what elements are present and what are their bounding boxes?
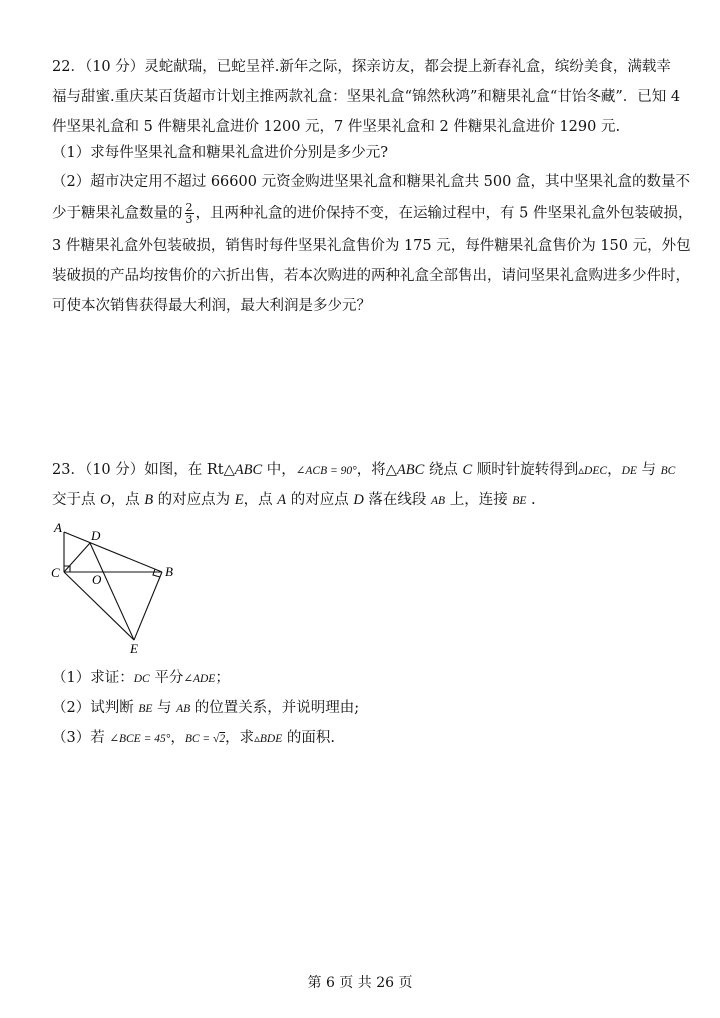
q23-text: 落在线段: [363, 492, 432, 508]
q23-text: ，将△: [356, 462, 397, 478]
q23-part-1: [52, 668, 230, 689]
point-e: E: [234, 492, 244, 508]
segment-ab: AB: [176, 703, 191, 715]
triangle-dec: ▵DEC: [578, 465, 608, 477]
fraction-denominator: 3: [185, 213, 193, 226]
q23-text: 23．（10 分）如图，在 Rt△: [52, 462, 235, 478]
label-a: A: [54, 520, 62, 535]
q23-text: 的面积.: [282, 730, 335, 746]
q23-text: （3）若: [52, 730, 110, 746]
label-o: O: [92, 572, 102, 587]
q23-text: ，: [607, 462, 622, 478]
q23-text: 绕点: [424, 462, 463, 478]
q22-part-2-line-1: （2）超市决定用不超过 66600 元资金购进坚果礼盒和糖果礼盒共 500 盒，其中坚果礼盒的数量不: [52, 174, 690, 190]
q23-text: 中，: [262, 462, 296, 478]
q23-part-2: [52, 698, 359, 719]
q23-text: ，点: [110, 492, 145, 508]
q23-text: 交于点: [52, 492, 101, 508]
q23-text: .: [526, 492, 536, 508]
q23-text: 顺时针旋转得到: [472, 462, 579, 478]
q22-line-3: 件坚果礼盒和 5 件糖果礼盒进价 1200 元，7 件坚果礼盒和 2 件糖果礼盒进价 1290 元.: [52, 119, 621, 135]
q23-text: （2）试判断: [52, 700, 139, 716]
q22-part-2-line-3: 3 件糖果礼盒外包装破损，销售时每件坚果礼盒售价为 175 元，每件糖果礼盒售价为 150 元，外包: [52, 238, 691, 254]
q22-part-2-line-2: [52, 202, 692, 225]
label-e: E: [130, 641, 138, 656]
point-b: B: [144, 492, 154, 508]
triangle-bde: ▵BDE: [254, 733, 283, 745]
bc-length: BC = √: [184, 733, 220, 745]
q23-text: 的位置关系，并说明理由;: [190, 700, 360, 716]
segment-ab: [64, 532, 162, 572]
segment-cd: [64, 543, 90, 572]
point-d: D: [353, 492, 364, 508]
point-c: C: [462, 462, 473, 478]
point-a: A: [277, 492, 287, 508]
q23-text: 上，连接: [445, 492, 513, 508]
triangle-abc: ABC: [396, 462, 425, 478]
angle-acb: ∠ACB = 90°: [295, 465, 357, 477]
triangle-abc: ABC: [234, 462, 263, 478]
segment-ab: AB: [431, 495, 446, 507]
segment-bc: BC: [660, 465, 676, 477]
angle-bce: ∠BCE = 45°: [109, 733, 171, 745]
label-c: C: [51, 565, 60, 580]
q23-text: ，: [170, 730, 185, 746]
segment-be: BE: [138, 703, 153, 715]
two-thirds-fraction: [185, 202, 194, 225]
segment-be: [134, 572, 162, 640]
point-o: O: [100, 492, 111, 508]
q23-line-2: [52, 490, 536, 511]
page-number-footer: 第 6 页 共 26 页: [307, 975, 413, 991]
label-b: B: [165, 564, 173, 579]
geometry-figure: [44, 518, 194, 658]
q23-text: 的对应点: [286, 492, 354, 508]
q23-text: （1）求证：: [52, 670, 134, 686]
q23-part-3: [52, 728, 335, 749]
angle-ade: ∠ADE: [183, 673, 216, 685]
q23-line-1: [52, 460, 675, 481]
q22-line-1: 22．（10 分）灵蛇献瑞，已蛇呈祥.新年之际，探亲访友，都会提上新春礼盒，缤纷美食，满载幸: [52, 59, 671, 75]
q23-text: 平分: [149, 670, 184, 686]
q22-part-2-line-2-a: 少于糖果礼盒数量的: [52, 205, 183, 222]
q23-text: 与: [152, 700, 177, 716]
q23-text: 的对应点为: [153, 492, 235, 508]
q23-text: ，求: [225, 730, 255, 746]
segment-dc: DC: [133, 673, 150, 685]
label-d: D: [91, 528, 101, 543]
sqrt-two: 2: [219, 733, 226, 745]
q22-part-2-line-5: 可使本次销售获得最大利润，最大利润是多少元？: [52, 298, 371, 314]
fraction-numerator: 2: [185, 201, 193, 214]
segment-be: BE: [512, 495, 527, 507]
q22-part-1: （1）求每件坚果礼盒和糖果礼盒进价分别是多少元?: [52, 145, 388, 161]
segment-de: DE: [621, 465, 637, 477]
q22-line-2: 福与甜蜜.重庆某百货超市计划主推两款礼盒：坚果礼盒“锦然秋鸿”和糖果礼盒“甘饴冬藏”．已知 4: [52, 89, 681, 105]
q23-text: 与: [636, 462, 661, 478]
q22-part-2-line-2-b: ，且两种礼盒的进价保持不变，在运输过程中，有 5 件坚果礼盒外包装破损，: [195, 205, 693, 222]
q23-text: ，点: [243, 492, 278, 508]
q23-text: ；: [215, 670, 230, 686]
q22-part-2-line-4: 装破损的产品均按售价的六折出售，若本次购进的两种礼盒全部售出，请问坚果礼盒购进多少件时，: [52, 268, 690, 284]
